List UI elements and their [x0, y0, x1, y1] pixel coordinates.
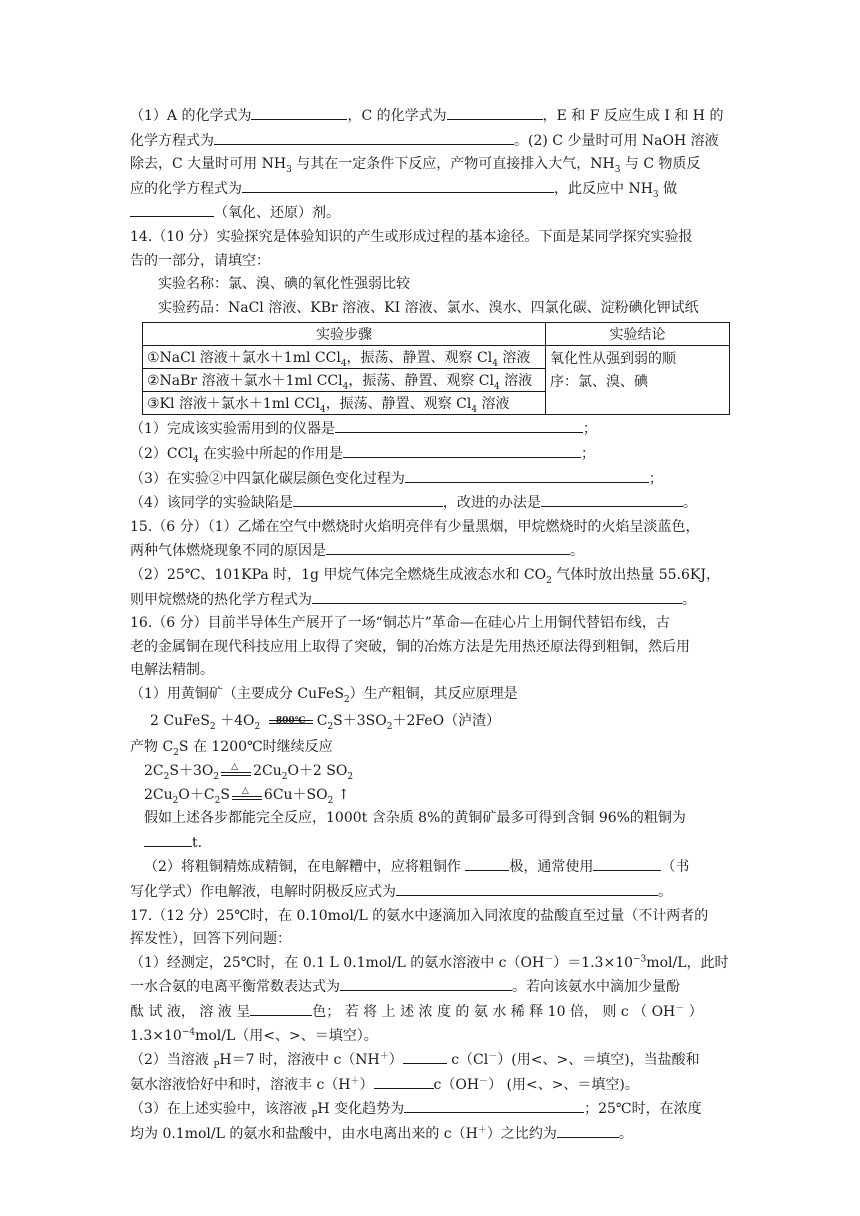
- superscript: ＋: [477, 1125, 487, 1136]
- superscript: ＋: [379, 1051, 389, 1062]
- step-cell: [143, 392, 546, 415]
- text: O＋2 SO: [287, 763, 348, 780]
- header-steps: 实验步骤: [143, 323, 546, 346]
- text: 溶液: [499, 373, 533, 390]
- subscript: 4: [342, 382, 349, 393]
- table-header-row: [143, 323, 730, 346]
- text: ）: [388, 1052, 403, 1069]
- text: ） (用<、>、＝填空)。: [488, 1076, 639, 1093]
- subscript: 4: [493, 382, 500, 393]
- superscript: −4: [181, 1026, 196, 1037]
- heat-symbol: △: [231, 762, 238, 773]
- text: 2Cu: [253, 763, 282, 780]
- heat-symbol: △: [241, 785, 249, 796]
- text: ）(用<、>、＝填空)，当盐酸和: [497, 1052, 700, 1069]
- q17-line-1: 17.（12 分）25℃时，在 0.10mol/L 的氨水中逐滴加入同浓度的盐酸直至过量（不计两者的: [130, 907, 709, 924]
- q13-line-1: [130, 104, 732, 129]
- subscript: 2: [214, 795, 221, 806]
- answer-blank[interactable]: [404, 1097, 584, 1113]
- text: ；: [582, 421, 597, 438]
- answer-blank[interactable]: [374, 1073, 434, 1089]
- subscript: 2: [213, 771, 220, 782]
- subscript: 2: [209, 722, 216, 733]
- subscript: 2: [546, 575, 552, 586]
- subscript: 2: [281, 771, 288, 782]
- subscript: 4: [471, 405, 478, 416]
- worksheet-page: [130, 104, 732, 1147]
- step-cell: [143, 346, 546, 369]
- text: ①NaCl 溶液＋氯水＋1ml CCl: [147, 350, 341, 367]
- q17-line-9: [130, 1097, 732, 1122]
- superscript: −3: [633, 954, 647, 965]
- text: 极，通常使用: [509, 859, 594, 876]
- text: C: [316, 713, 328, 730]
- q15-line-4: [130, 588, 732, 613]
- text: ）: [684, 1004, 703, 1020]
- text: ，振荡、静置、观察 Cl: [346, 350, 493, 367]
- q13-line-2: [130, 129, 732, 154]
- answer-blank[interactable]: [214, 129, 514, 145]
- text: 除去，C 大量时可用 NH: [130, 156, 287, 173]
- answer-blank[interactable]: [405, 467, 649, 483]
- subscript: 3: [652, 189, 659, 200]
- q17-line-5: [130, 1000, 732, 1025]
- subscript: 4: [340, 359, 347, 370]
- text: 产物 C: [130, 739, 174, 756]
- superscript: －: [488, 1051, 498, 1062]
- text: S: [220, 786, 230, 803]
- q16-line-1: 16.（6 分）目前半导体生产展开了一场“铜芯片”革命—在硅心片上用铜代替铝布线，古: [130, 615, 670, 632]
- conclusion-line: 序：氯、溴、碘: [550, 374, 648, 391]
- text: （1）完成该实验需用到的仪器是: [130, 421, 335, 438]
- text: H 变化趋势为: [317, 1101, 405, 1118]
- q14-part-2: [130, 442, 732, 467]
- q13-line-3: [130, 153, 732, 177]
- text: （2）25℃、101KPa 时，1g 甲烷气体完全燃烧生成液态水和 CO: [130, 566, 547, 583]
- text: O＋C: [178, 786, 215, 803]
- equation-2: [130, 760, 732, 784]
- q14-part-4: [130, 491, 732, 516]
- text: 溶液: [497, 350, 531, 367]
- q17-line-2: 挥发性），回答下列问题：: [130, 931, 291, 948]
- heat-condition-icon: [232, 787, 262, 803]
- text: ，改进的办法是: [442, 495, 541, 512]
- text: ）＝1.3×10: [553, 954, 634, 971]
- text: 气体时放出热量 55.6KJ，: [551, 566, 720, 583]
- answer-blank[interactable]: [340, 975, 512, 991]
- q16-line-3: 电解法精制。: [130, 662, 214, 679]
- text: 2C: [144, 763, 164, 780]
- answer-blank[interactable]: [593, 855, 661, 871]
- text: ②NaBr 溶液＋氯水＋1ml CCl: [147, 373, 343, 390]
- answer-blank[interactable]: [447, 104, 543, 120]
- text: ＋4O: [215, 713, 255, 730]
- answer-blank[interactable]: [293, 491, 443, 507]
- reaction-condition-arrow: [269, 712, 313, 730]
- text: 。(2) C 少量时可用 NaOH 溶液: [514, 132, 719, 149]
- experiment-name: 实验名称：氯、溴、碘的氧化性强弱比较: [158, 276, 410, 293]
- text: 6Cu＋SO: [263, 786, 328, 803]
- subscript: 4: [492, 359, 498, 370]
- text: 2 CuFeS: [150, 713, 210, 730]
- q15-line-1: 15.（6 分）（1）乙烯在空气中燃烧时火焰明亮伴有少量黑烟，甲烷燃烧时的火焰呈淡蓝色，: [130, 518, 700, 535]
- text: ，振荡、静置、观察 Cl: [348, 373, 494, 390]
- q16-line-8: [130, 855, 732, 880]
- answer-blank[interactable]: [465, 855, 509, 871]
- table-row: [143, 346, 730, 369]
- text: 均为 0.1mol/L 的氨水和盐酸中，由水电离出来的 c（H: [130, 1125, 478, 1142]
- answer-blank[interactable]: [242, 177, 554, 193]
- text: 溶液: [477, 396, 510, 413]
- text: ↑: [333, 786, 350, 803]
- text: （2）当溶液: [130, 1052, 214, 1069]
- text: ）之比约为: [486, 1125, 557, 1142]
- text: 。: [658, 884, 672, 901]
- q17-line-8: [130, 1073, 732, 1098]
- answer-blank[interactable]: [130, 201, 214, 217]
- text: 。: [682, 495, 697, 512]
- text: （书: [661, 859, 690, 876]
- text: （1）经测定，25℃时，在 0.1 L 0.1mol/L 的氨水溶液中 c（OH: [130, 954, 545, 971]
- subscript: 3: [286, 164, 292, 175]
- text: ）生产粗铜，其反应原理是: [349, 685, 518, 702]
- answer-blank[interactable]: [335, 417, 583, 433]
- q16-line-6: 假如上述各步都能完全反应，1000t 含杂质 8%的黄铜矿最多可得到含铜 96%的粗铜为: [144, 810, 686, 827]
- conclusion-line: 氧化性从强到弱的顺: [550, 351, 676, 368]
- q17-line-4: [130, 975, 732, 1000]
- answer-blank[interactable]: [326, 539, 570, 555]
- text: S＋3O: [169, 763, 214, 780]
- q17-line-3: [130, 952, 732, 976]
- answer-blank[interactable]: [144, 831, 192, 847]
- text: 2Cu: [144, 786, 173, 803]
- text: 写化学式）作电解液，电解时阴极反应式为: [130, 884, 396, 901]
- step-cell: [143, 369, 546, 392]
- text: 则甲烷燃烧的热化学方程式为: [130, 591, 312, 608]
- subscript: 2: [347, 771, 354, 782]
- text: mol/L，此时: [646, 954, 729, 971]
- q16-line-7: [130, 831, 732, 856]
- q16-line-4: [130, 683, 732, 707]
- text: 两种气体燃烧现象不同的原因是: [130, 543, 326, 560]
- text: S 在 1200℃时继续反应: [178, 739, 333, 756]
- text: 色； 若 将 上 述 浓 度 的 氨 水 稀 释 10 倍， 则 c （ OH: [312, 1004, 676, 1020]
- answer-blank[interactable]: [396, 880, 658, 896]
- text: ＋2FeO（泸渣）: [392, 713, 501, 730]
- equation-1: [130, 706, 732, 736]
- text: （3）在上述实验中，该溶液: [130, 1101, 312, 1118]
- text: 。若向该氨水中滴加少量酚: [512, 979, 680, 996]
- q13-line-5: [130, 201, 732, 226]
- text: ，此反应中 NH: [554, 180, 653, 197]
- text: c（OH: [433, 1076, 480, 1093]
- q17-line-6: [130, 1025, 732, 1049]
- text: （1）A 的化学式为: [130, 108, 252, 124]
- q17-line-7: [130, 1048, 732, 1073]
- subscript: 2: [386, 722, 393, 733]
- subscript: 2: [163, 771, 170, 782]
- subscript: 2: [343, 694, 350, 705]
- text: 应的化学方程式为: [130, 180, 242, 197]
- text: 化学方程式为: [130, 132, 214, 149]
- text: 1.3×10: [130, 1027, 182, 1044]
- text: 与其在一定条件下反应，产物可直接排入大气，NH: [291, 156, 615, 173]
- answer-blank[interactable]: [403, 1048, 447, 1064]
- q14-part-1: [130, 417, 732, 442]
- text: （氧化、还原）剂。: [214, 205, 340, 222]
- subscript: P: [213, 1060, 220, 1071]
- text: mol/L（用<、>、＝填空）。: [195, 1027, 378, 1044]
- text: ，E 和 F 反应生成 I 和 H 的: [542, 108, 724, 124]
- text: ，C 的化学式为: [347, 108, 447, 124]
- text: （1）用黄铜矿（主要成分 CuFeS: [130, 685, 344, 702]
- q15-line-2: [130, 539, 732, 564]
- answer-blank[interactable]: [343, 442, 581, 458]
- text: ，振荡、静置、观察 Cl: [325, 396, 472, 413]
- text: c（Cl: [446, 1052, 489, 1069]
- text: 。: [570, 543, 584, 560]
- text: ；: [648, 470, 663, 487]
- subscript: 2: [327, 722, 334, 733]
- subscript: 2: [172, 795, 179, 806]
- answer-blank[interactable]: [557, 1122, 619, 1138]
- text: （3）在实验②中四氯化碳层颜色变化过程为: [130, 470, 405, 487]
- q14-part-3: [130, 467, 732, 492]
- answer-blank[interactable]: [312, 588, 682, 604]
- equation-3: [130, 784, 732, 808]
- subscript: 4: [319, 405, 326, 416]
- text: 做: [658, 180, 678, 197]
- subscript: 2: [327, 795, 334, 806]
- superscript: －: [675, 1003, 685, 1014]
- condition-label: 800℃: [275, 716, 306, 727]
- superscript: －: [479, 1076, 489, 1087]
- text: ；25℃时，在浓度: [584, 1101, 702, 1118]
- subscript: 3: [614, 164, 621, 175]
- text: （2）将粗铜精炼成精铜，在电解糟中，应将粗铜作: [144, 859, 466, 876]
- answer-blank[interactable]: [250, 1000, 312, 1016]
- q16-line-2: 老的金属铜在现代科技应用上取得了突破，铜的冶炼方法是先用热还原法得到粗铜，然后用: [130, 638, 690, 655]
- subscript: P: [311, 1110, 318, 1121]
- text: 。: [682, 591, 696, 608]
- q14-heading-cont: 告的一部分，请填空：: [130, 252, 270, 269]
- text: 一水合氨的电离平衡常数表达式为: [130, 979, 340, 996]
- q17-line-10: [130, 1122, 732, 1147]
- q15-line-3: [130, 564, 732, 588]
- conclusion-cell: [546, 346, 730, 415]
- text: 氨水溶液恰好中和时，溶液丰 c（H: [130, 1076, 351, 1093]
- text: 与 C 物质反: [620, 156, 701, 173]
- experiment-reagents: 实验药品：NaCl 溶液、KBr 溶液、KI 溶液、氯水、溴水、四氯化碳、淀粉碘化钾试纸: [158, 299, 699, 316]
- text: t.: [192, 834, 203, 851]
- answer-blank[interactable]: [541, 491, 683, 507]
- text: （2）CCl: [130, 445, 193, 462]
- answer-blank[interactable]: [251, 104, 347, 120]
- text: ③Kl 溶液＋氯水＋1ml CCl: [147, 396, 320, 413]
- q14-heading: 14.（10 分）实验探究是体验知识的产生或形成过程的基本途径。下面是某同学探究实验报: [130, 228, 693, 245]
- subscript: 4: [192, 454, 199, 465]
- text: S＋3SO: [333, 713, 387, 730]
- heat-condition-icon: [221, 763, 251, 779]
- q16-line-5: [130, 736, 732, 760]
- subscript: 2: [254, 722, 261, 733]
- text: H＝7 时，溶液中 c（NH: [219, 1052, 380, 1069]
- superscript: －: [544, 954, 554, 965]
- text: 酞 试 液， 溶 液 呈: [130, 1004, 251, 1020]
- q13-line-4: [130, 177, 732, 202]
- text: ；: [581, 445, 595, 462]
- text: （4）该同学的实验缺陷是: [130, 495, 293, 512]
- superscript: ＋: [350, 1076, 360, 1087]
- text: 在实验中所起的作用是: [198, 445, 343, 462]
- header-conclusion: 实验结论: [546, 323, 730, 346]
- text: 。: [618, 1125, 633, 1142]
- q16-line-9: [130, 880, 732, 905]
- subscript: 2: [173, 748, 179, 759]
- experiment-table: [142, 322, 730, 415]
- text: ）: [359, 1076, 374, 1093]
